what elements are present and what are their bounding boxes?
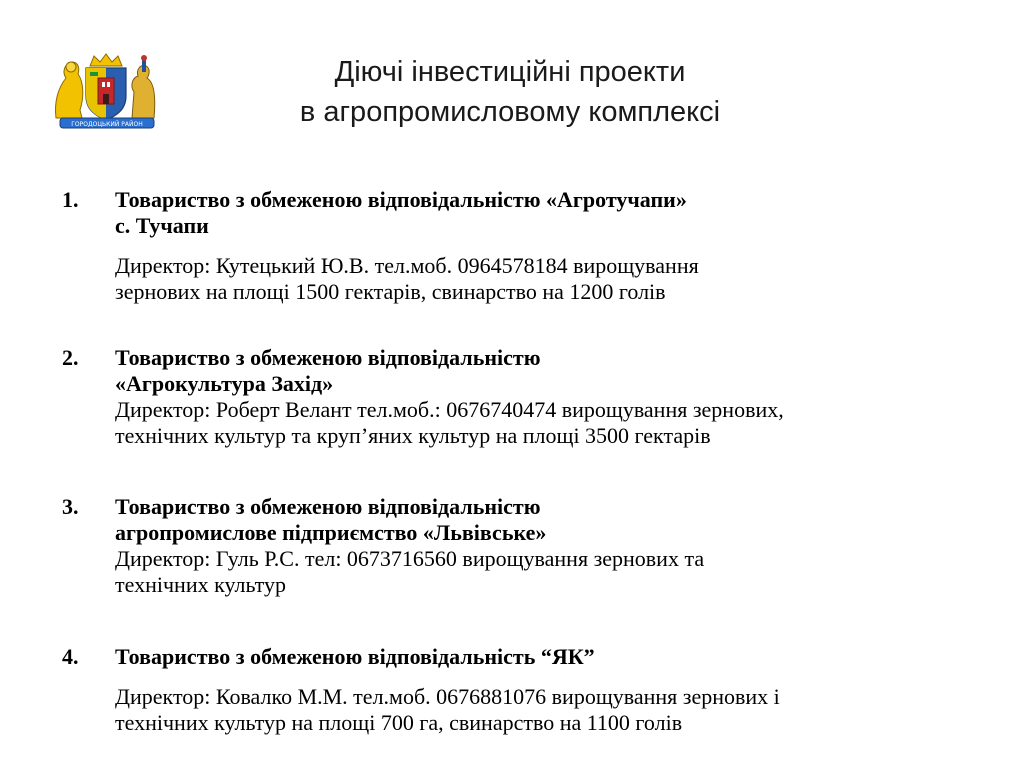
- org-name-line-1: Товариство з обмеженою відповідальність “ЯК”: [115, 644, 595, 669]
- director-info-line-1: Директор: Ковалко М.М. тел.моб. 0676881076 вирощування зернових і: [115, 684, 780, 709]
- coat-of-arms-icon: [50, 52, 162, 130]
- crest-ribbon-text: ГОРОДОЦЬКИЙ РАЙОН: [71, 121, 143, 128]
- item-number: 4.: [62, 644, 79, 669]
- director-info-line-2: технічних культур на площі 700 га, свинарство на 1100 голів: [115, 710, 683, 735]
- org-name-line-1: Товариство з обмеженою відповідальністю: [115, 345, 541, 370]
- director-info-line-2: зернових на площі 1500 гектарів, свинарство на 1200 голів: [115, 279, 666, 304]
- director-info-line-2: технічних культур та круп’яних культур на площі 3500 гектарів: [115, 423, 711, 448]
- item-number: 1.: [62, 187, 79, 212]
- org-name-line-2: агропромислове підприємство «Львівське»: [115, 520, 547, 545]
- org-name-line-1: Товариство з обмеженою відповідальністю «Агротучапи»: [115, 187, 687, 212]
- org-name-line-2: с. Тучапи: [115, 213, 209, 238]
- title-line-1: Діючі інвестиційні проекти: [334, 56, 686, 88]
- item-number: 3.: [62, 494, 79, 519]
- org-name-line-1: Товариство з обмеженою відповідальністю: [115, 494, 541, 519]
- title-line-2: в агропромисловому комплексі: [299, 96, 721, 128]
- org-name-line-2: «Агрокультура Захід»: [115, 371, 334, 396]
- director-info-line-2: технічних культур: [115, 572, 286, 597]
- item-number: 2.: [62, 345, 79, 370]
- director-info-line-1: Директор: Гуль Р.С. тел: 0673716560 вирощування зернових та: [115, 546, 705, 571]
- director-info-line-1: Директор: Кутецький Ю.В. тел.моб. 0964578184 вирощування: [115, 253, 699, 278]
- page-title: [160, 52, 860, 132]
- director-info-line-1: Директор: Роберт Велант тел.моб.: 0676740474 вирощування зернових,: [115, 397, 784, 422]
